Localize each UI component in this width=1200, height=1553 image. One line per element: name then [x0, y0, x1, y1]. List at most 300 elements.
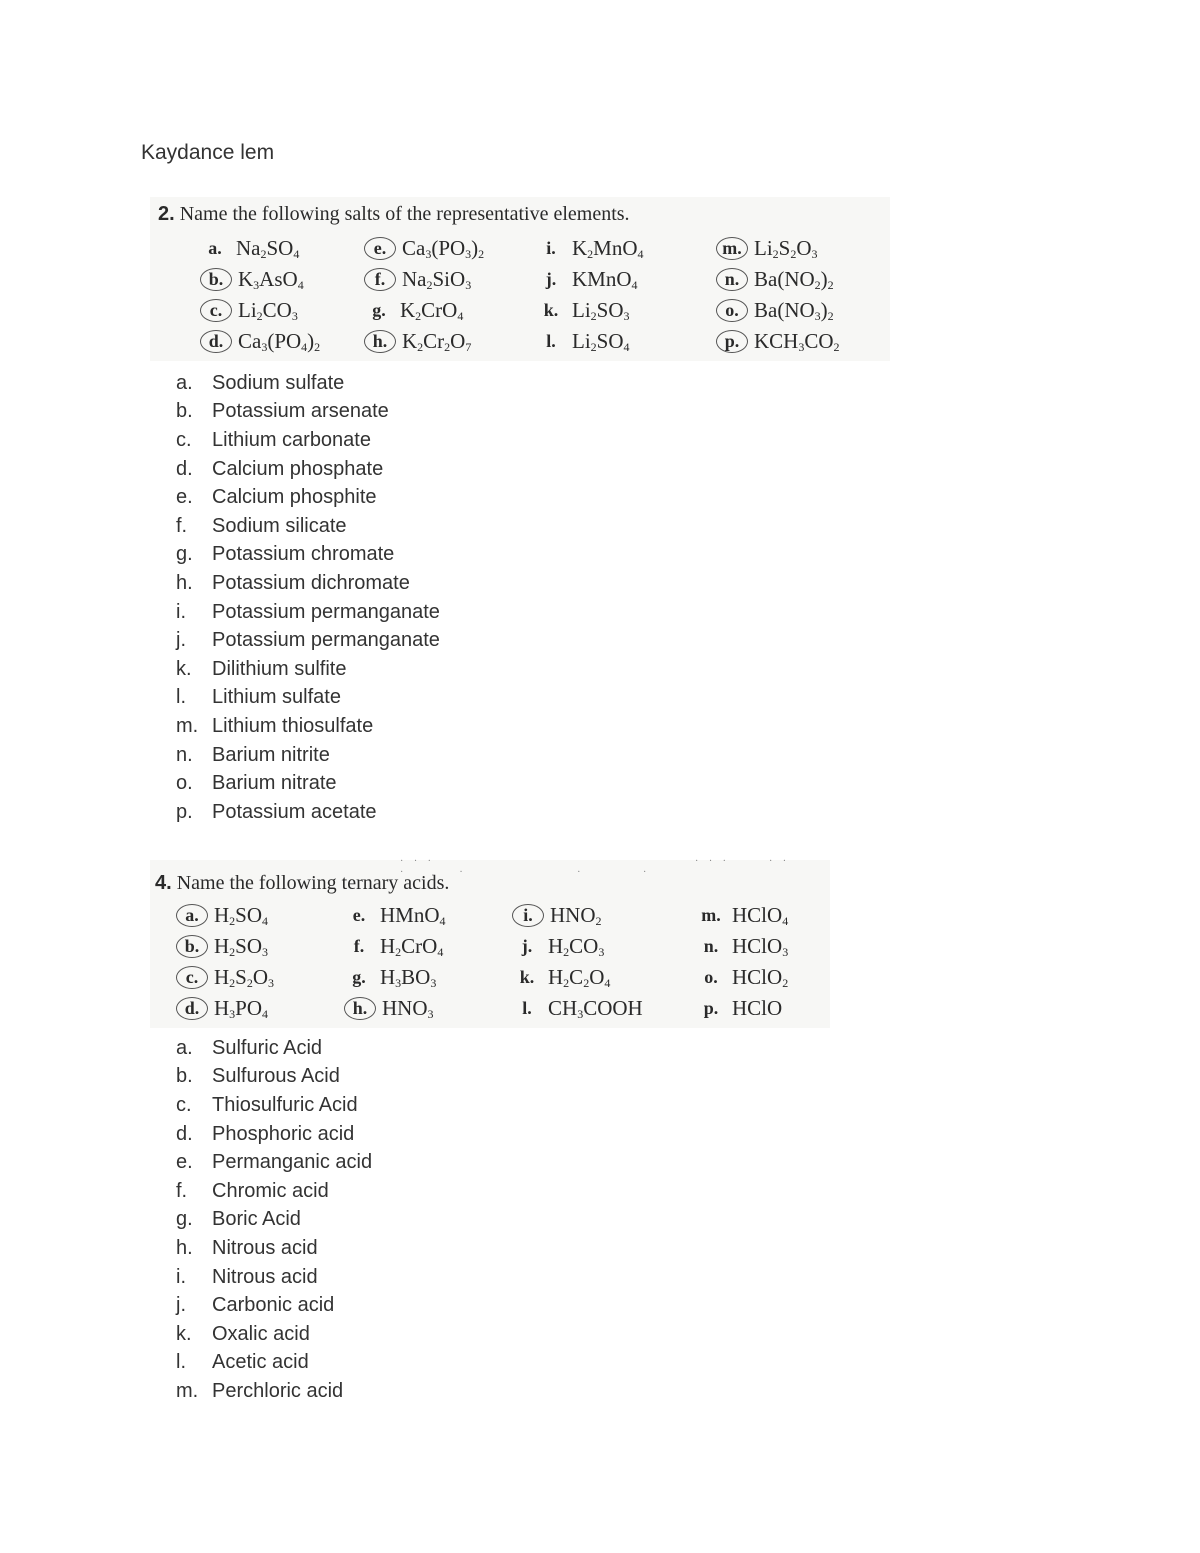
formula-part: (PO [431, 235, 466, 260]
chemical-formula [732, 996, 782, 1021]
problem-2-column-1 [200, 233, 320, 357]
item-letter: f. [353, 936, 365, 956]
chemical-formula [214, 903, 268, 929]
answer-letter: g. [176, 1208, 193, 1231]
formula-part: COOH [583, 995, 643, 1020]
answer-text: Acetic acid [212, 1351, 309, 1374]
formula-subscript: 2 [417, 339, 424, 354]
answer-text: Barium nitrate [212, 772, 337, 795]
formula-subscript: 2 [590, 339, 597, 354]
answer-text: Carbonic acid [212, 1294, 335, 1317]
item-letter: n. [716, 268, 748, 291]
answer-item [176, 741, 440, 770]
formula-subscript: 4 [439, 913, 446, 928]
formula-subscript: 2 [587, 246, 594, 261]
chemical-formula [732, 903, 788, 929]
formula-subscript: 2 [246, 975, 253, 990]
chemical-formula [402, 329, 471, 355]
answer-item [176, 1234, 372, 1263]
formula-part: Cr [423, 328, 445, 353]
formula-subscript: 3 [427, 1006, 434, 1021]
answer-item [176, 398, 440, 427]
formula-subscript: 2 [827, 277, 834, 292]
problem-2-column-2 [364, 233, 484, 357]
answer-item [176, 426, 440, 455]
formula-part: KCH [754, 328, 799, 353]
formula-subscript: 2 [814, 277, 821, 292]
formula-part: H [214, 933, 230, 958]
formula-subscript: 3 [798, 339, 805, 354]
answer-letter: l. [176, 686, 186, 709]
chemical-formula [754, 267, 834, 293]
formula-subscript: 4 [631, 277, 638, 292]
problem-4-column-4 [696, 900, 788, 1024]
answer-letter: g. [176, 543, 193, 566]
formula-subscript: 2 [260, 246, 267, 261]
answer-letter: l. [176, 1351, 186, 1374]
compound-item [536, 264, 644, 295]
formula-subscript: 3 [465, 277, 472, 292]
answer-item [176, 369, 440, 398]
formula-subscript: 3 [425, 246, 432, 261]
item-letter: e. [364, 237, 396, 260]
formula-part: Na [402, 266, 427, 291]
scan-artifact: · · · · · · · · · · · · [400, 856, 791, 878]
chemical-formula [214, 996, 268, 1022]
formula-subscript: 2 [583, 975, 590, 990]
answer-letter: i. [176, 1265, 186, 1288]
answer-item [176, 1377, 372, 1406]
answer-letter: p. [176, 800, 193, 823]
chemical-formula [236, 236, 299, 262]
answer-text: Sulfurous Acid [212, 1065, 340, 1088]
answer-text: Potassium permanganate [212, 600, 440, 623]
author-name: Kaydance lem [141, 141, 275, 164]
formula-subscript: 4 [637, 246, 644, 261]
problem-4-number: 4. [155, 872, 172, 894]
answer-text: Potassium chromate [212, 543, 395, 566]
answer-text: Nitrous acid [212, 1236, 318, 1259]
formula-subscript: 2 [415, 308, 422, 323]
compound-item [512, 900, 643, 931]
formula-part: C [569, 964, 584, 989]
answer-letter: k. [176, 657, 192, 680]
answer-text: Permanganic acid [212, 1151, 373, 1174]
answer-item [176, 1148, 372, 1177]
compound-item [696, 962, 788, 993]
answer-text: Calcium phosphate [212, 457, 384, 480]
formula-part: HClO [732, 933, 783, 958]
answer-letter: a. [176, 1036, 193, 1059]
formula-subscript: 3 [598, 944, 605, 959]
item-letter: l. [546, 331, 556, 351]
problem-4-prompt: Name the following ternary acids. [176, 872, 450, 894]
formula-part: Ca [238, 328, 262, 353]
answer-text: Lithium carbonate [212, 428, 371, 451]
item-letter: i. [512, 904, 544, 927]
compound-item [716, 264, 840, 295]
formula-subscript: 3 [291, 308, 298, 323]
formula-subscript: 3 [229, 1006, 236, 1021]
formula-subscript: 2 [590, 308, 597, 323]
item-letter: n. [703, 936, 719, 956]
problem-2-answer-list [176, 369, 440, 827]
answer-text: Oxalic acid [212, 1322, 310, 1345]
formula-subscript: 2 [256, 308, 263, 323]
formula-subscript: 3 [395, 975, 402, 990]
formula-subscript: 2 [444, 339, 451, 354]
compound-item [364, 295, 484, 326]
formula-subscript: 4 [297, 277, 304, 292]
compound-item [364, 264, 484, 295]
formula-subscript: 2 [314, 339, 321, 354]
answer-text: Potassium arsenate [212, 400, 389, 423]
compound-item [200, 326, 320, 357]
compound-item [716, 295, 840, 326]
answer-letter: c. [176, 428, 192, 451]
formula-subscript: 4 [301, 339, 308, 354]
answer-item [176, 1206, 372, 1235]
formula-part: Ba(NO [754, 266, 815, 291]
formula-part: HMnO [380, 902, 440, 927]
answer-item [176, 1034, 372, 1063]
answer-letter: h. [176, 1236, 193, 1259]
compound-item [696, 993, 788, 1024]
answer-text: Boric Acid [212, 1208, 301, 1231]
answer-item [176, 1349, 372, 1378]
answer-text: Potassium dichromate [212, 571, 410, 594]
item-letter: p. [716, 330, 748, 353]
formula-part: H [548, 933, 564, 958]
item-letter: j. [545, 269, 557, 289]
formula-subscript: 7 [465, 339, 472, 354]
answer-item [176, 1263, 372, 1292]
chemical-formula [380, 903, 446, 929]
answer-letter: e. [176, 486, 193, 509]
formula-part: H [214, 964, 230, 989]
item-letter: a. [208, 238, 222, 258]
compound-item [696, 931, 788, 962]
problem-4-scan [150, 856, 830, 1028]
formula-subscript: 2 [478, 246, 485, 261]
answer-letter: n. [176, 743, 193, 766]
chemical-formula [382, 996, 434, 1022]
formula-subscript: 3 [261, 339, 268, 354]
chemical-formula [548, 996, 643, 1022]
answer-text: Barium nitrite [212, 743, 330, 766]
chemical-formula [548, 934, 604, 960]
chemical-formula [732, 965, 788, 991]
answer-item [176, 455, 440, 484]
answer-text: Sulfuric Acid [212, 1036, 323, 1059]
compound-item [176, 900, 274, 931]
formula-part: Li [572, 297, 591, 322]
compound-item [512, 993, 643, 1024]
formula-part: MnO [593, 235, 638, 260]
formula-subscript: 2 [229, 944, 236, 959]
item-letter: m. [716, 237, 748, 260]
answer-item [176, 798, 440, 827]
problem-4-column-3 [512, 900, 643, 1024]
compound-item [176, 962, 274, 993]
answer-item [176, 1291, 372, 1320]
problem-4-column-1 [176, 900, 274, 1024]
answer-letter: j. [176, 1294, 186, 1317]
item-letter: k. [543, 300, 559, 320]
item-letter: d. [200, 330, 232, 353]
formula-subscript: 2 [782, 975, 789, 990]
formula-part: ) [820, 266, 828, 291]
item-letter: g. [372, 300, 386, 320]
chemical-formula [400, 298, 463, 324]
answer-letter: j. [176, 629, 186, 652]
formula-subscript: 2 [790, 246, 797, 261]
answer-text: Lithium sulfate [212, 686, 341, 709]
formula-part: Na [236, 235, 261, 260]
compound-item [716, 233, 840, 264]
answer-item [176, 626, 440, 655]
formula-part: K [400, 297, 416, 322]
formula-part: SO [596, 297, 624, 322]
formula-part: AsO [259, 266, 298, 291]
answer-letter: f. [176, 514, 188, 537]
formula-subscript: 2 [563, 944, 570, 959]
formula-subscript: 2 [595, 913, 602, 928]
formula-part: CO [262, 297, 292, 322]
item-letter: h. [344, 997, 376, 1020]
answer-text: Sodium silicate [212, 514, 347, 537]
formula-part: KMnO [572, 266, 632, 291]
item-letter: f. [364, 268, 396, 291]
chemical-formula [238, 298, 298, 324]
compound-item [176, 993, 274, 1024]
formula-part: K [238, 266, 254, 291]
formula-part: S [235, 964, 247, 989]
formula-part: Li [754, 235, 773, 260]
chemical-formula [380, 965, 436, 991]
answer-text: Sodium sulfate [212, 371, 345, 394]
answer-letter: c. [176, 1093, 192, 1116]
answer-letter: b. [176, 400, 193, 423]
answer-item [176, 512, 440, 541]
item-letter: h. [364, 330, 396, 353]
formula-part: Ca [402, 235, 426, 260]
item-letter: k. [519, 967, 535, 987]
formula-part: SO [235, 902, 263, 927]
formula-part: K [572, 235, 588, 260]
formula-subscript: 3 [623, 308, 630, 323]
formula-subscript: 3 [465, 246, 472, 261]
item-letter: l. [522, 998, 532, 1018]
formula-subscript: 4 [457, 308, 464, 323]
compound-item [200, 264, 320, 295]
compound-item [364, 233, 484, 264]
answer-item [176, 684, 440, 713]
compound-item [364, 326, 484, 357]
formula-subscript: 4 [293, 246, 300, 261]
compound-item [536, 233, 644, 264]
answer-item [176, 1091, 372, 1120]
item-letter: b. [176, 935, 208, 958]
formula-part: HClO [732, 902, 783, 927]
answer-item [176, 1177, 372, 1206]
formula-subscript: 2 [229, 975, 236, 990]
answer-letter: f. [176, 1179, 188, 1202]
item-letter: c. [200, 299, 232, 322]
formula-part: CO [569, 933, 599, 958]
formula-part: CO [804, 328, 834, 353]
compound-item [344, 993, 446, 1024]
formula-subscript: 2 [833, 339, 840, 354]
item-letter: a. [176, 904, 208, 927]
answer-item [176, 1063, 372, 1092]
formula-subscript: 3 [262, 944, 269, 959]
problem-2-column-3 [536, 233, 644, 357]
chemical-formula [238, 267, 304, 293]
formula-subscript: 3 [430, 975, 437, 990]
answer-item [176, 712, 440, 741]
item-letter: d. [176, 997, 208, 1020]
formula-part: BO [401, 964, 431, 989]
formula-part: K [402, 328, 418, 353]
formula-part: Ba(NO [754, 297, 815, 322]
compound-item [344, 962, 446, 993]
formula-part: CH [548, 995, 578, 1020]
formula-part: SO [266, 235, 294, 260]
chemical-formula [402, 267, 471, 293]
formula-subscript: 3 [268, 975, 275, 990]
answer-text: Dilithium sulfite [212, 657, 347, 680]
answer-letter: a. [176, 371, 193, 394]
answer-letter: d. [176, 1122, 193, 1145]
chemical-formula [754, 236, 818, 262]
chemical-formula [380, 934, 443, 960]
formula-part: ) [471, 235, 479, 260]
formula-subscript: 2 [563, 975, 570, 990]
problem-2-number: 2. [158, 203, 175, 225]
formula-part: HClO [732, 964, 783, 989]
formula-subscript: 4 [262, 913, 269, 928]
problem-2-prompt: Name the following salts of the representative elements. [179, 203, 630, 225]
formula-part: O [589, 964, 605, 989]
chemical-formula [572, 267, 638, 293]
compound-item [536, 326, 644, 357]
compound-item [512, 931, 643, 962]
answer-text: Nitrous acid [212, 1265, 318, 1288]
problem-4-answer-list [176, 1034, 372, 1406]
compound-item [512, 962, 643, 993]
chemical-formula [548, 965, 610, 991]
item-letter: p. [703, 998, 719, 1018]
compound-item [200, 295, 320, 326]
chemical-formula [754, 329, 840, 355]
chemical-formula [732, 934, 788, 960]
formula-subscript: 2 [772, 246, 779, 261]
formula-part: ) [820, 297, 828, 322]
answer-item [176, 769, 440, 798]
formula-subscript: 2 [395, 944, 402, 959]
problem-2-title [158, 203, 630, 226]
formula-part: H [214, 995, 230, 1020]
formula-part: SO [596, 328, 624, 353]
formula-part: SiO [432, 266, 466, 291]
compound-item [716, 326, 840, 357]
formula-part: O [796, 235, 812, 260]
chemical-formula [754, 298, 834, 324]
chemical-formula [550, 903, 602, 929]
compound-item [344, 900, 446, 931]
item-letter: i. [546, 238, 556, 258]
problem-2-column-4 [716, 233, 840, 357]
formula-subscript: 4 [262, 1006, 269, 1021]
answer-text: Thiosulfuric Acid [212, 1093, 358, 1116]
chemical-formula [572, 298, 630, 324]
problem-4-title [155, 872, 449, 895]
formula-subscript: 3 [577, 1006, 584, 1021]
formula-subscript: 3 [253, 277, 260, 292]
answer-item [176, 655, 440, 684]
answer-text: Lithium thiosulfate [212, 714, 374, 737]
formula-part: PO [235, 995, 263, 1020]
formula-part: ) [307, 328, 315, 353]
formula-subscript: 2 [229, 913, 236, 928]
answer-letter: m. [176, 714, 199, 737]
formula-part: CrO [421, 297, 458, 322]
formula-subscript: 4 [623, 339, 630, 354]
answer-text: Potassium acetate [212, 800, 377, 823]
answer-item [176, 569, 440, 598]
answer-letter: e. [176, 1151, 193, 1174]
compound-item [696, 900, 788, 931]
item-letter: o. [716, 299, 748, 322]
compound-item [344, 931, 446, 962]
formula-part: HNO [382, 995, 428, 1020]
answer-text: Chromic acid [212, 1179, 329, 1202]
formula-part: HClO [732, 996, 783, 1020]
item-letter: o. [704, 967, 718, 987]
chemical-formula [402, 236, 484, 262]
formula-part: H [380, 933, 396, 958]
formula-subscript: 2 [827, 308, 834, 323]
item-letter: j. [521, 936, 533, 956]
formula-part: H [214, 902, 230, 927]
formula-part: H [548, 964, 564, 989]
item-letter: m. [701, 905, 721, 925]
item-letter: e. [352, 905, 366, 925]
formula-part: O [450, 328, 466, 353]
formula-subscript: 4 [782, 913, 789, 928]
item-letter: c. [176, 966, 208, 989]
formula-subscript: 4 [604, 975, 611, 990]
answer-text: Phosphoric acid [212, 1122, 355, 1145]
formula-part: CrO [401, 933, 438, 958]
answer-letter: b. [176, 1065, 193, 1088]
answer-letter: k. [176, 1322, 192, 1345]
formula-part: HNO [550, 902, 596, 927]
answer-item [176, 483, 440, 512]
item-letter: b. [200, 268, 232, 291]
answer-item [176, 541, 440, 570]
formula-part: SO [235, 933, 263, 958]
formula-part: (PO [267, 328, 302, 353]
problem-4-column-2 [344, 900, 446, 1024]
compound-item [200, 233, 320, 264]
answer-letter: i. [176, 600, 186, 623]
compound-item [176, 931, 274, 962]
formula-part: H [380, 964, 396, 989]
chemical-formula [572, 329, 630, 355]
answer-item [176, 1120, 372, 1149]
